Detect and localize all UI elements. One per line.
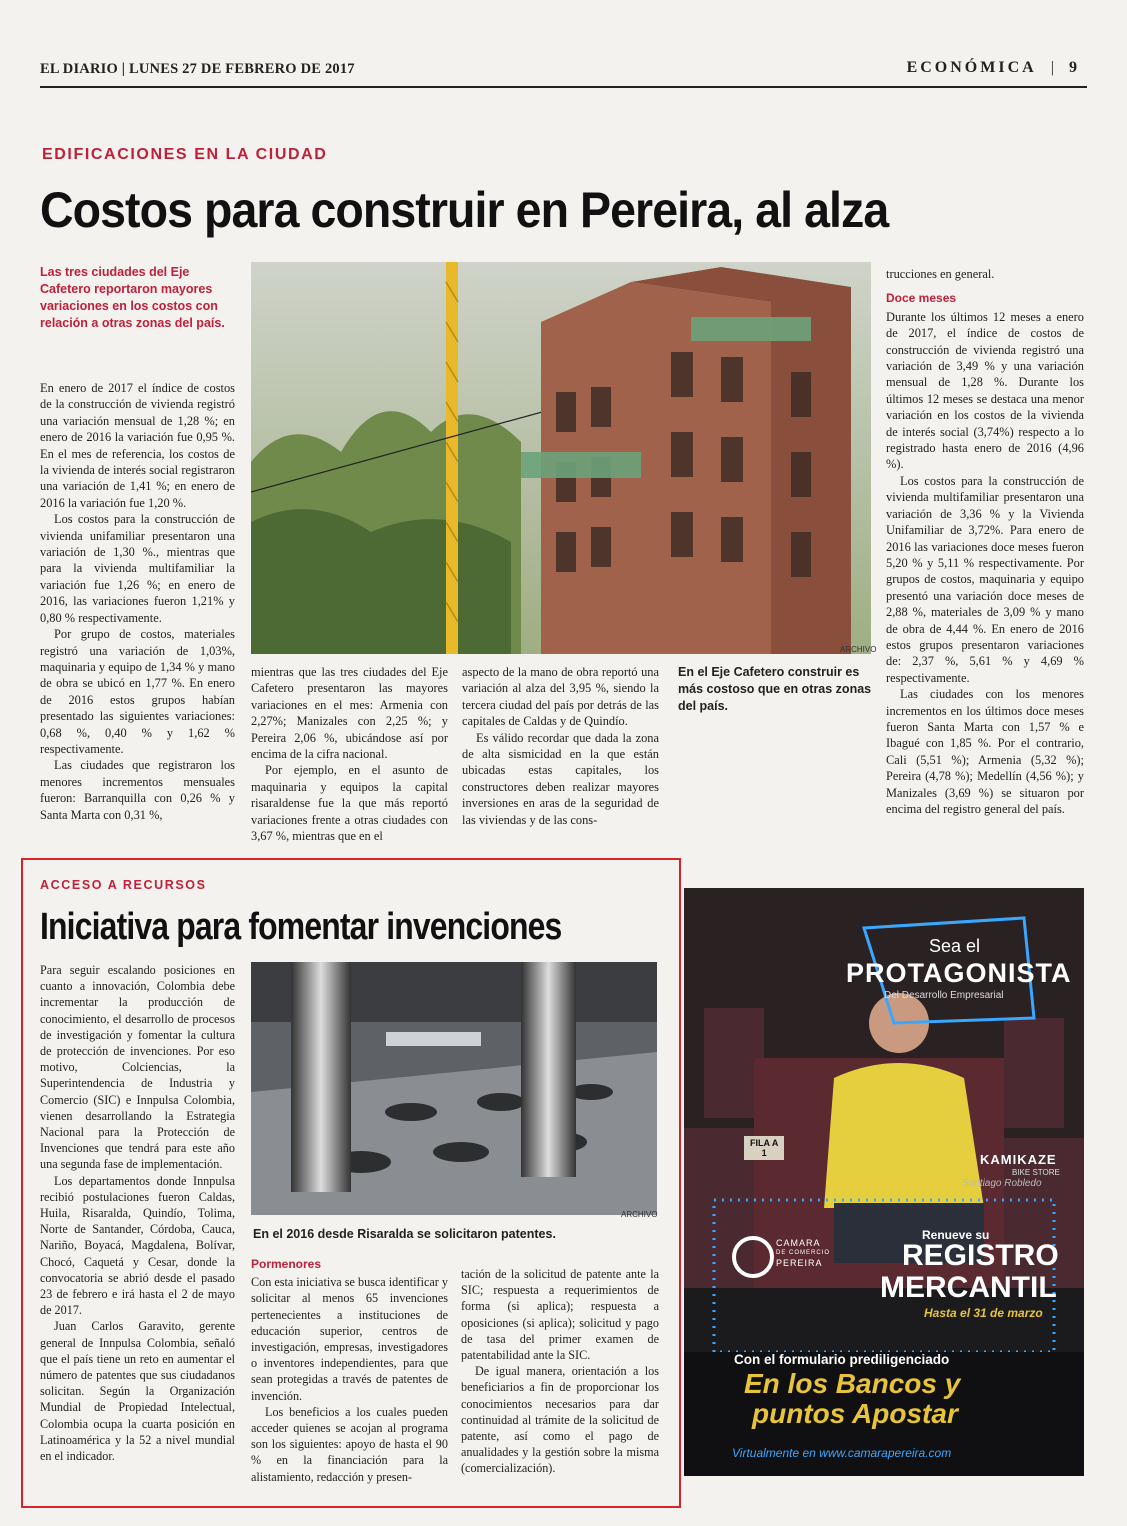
article2-column-1 (40, 962, 235, 1464)
ad-chamber3: PEREIRA (776, 1258, 823, 1268)
machinery-photo (251, 962, 657, 1215)
ad-renew: Renueve su (922, 1228, 990, 1242)
article2-column-2 (251, 1256, 448, 1485)
article1-column-4 (886, 266, 1084, 817)
masthead-rule (40, 86, 1087, 88)
article2-photo-credit: ARCHIVO (621, 1210, 658, 1219)
ad-brand: KAMIKAZE (980, 1152, 1057, 1167)
paragraph: Los costos para la construcción de vivienda multifamiliar presentaron una variación de 3,36 % y la Vivienda Unifamiliar de 3,72%. Para enero de 2016 las variaciones doce meses fueron 5,20 % y 5,11 % respectivamente. Por grupos de costos, maquinaria y equipo presentó una variación doce meses de 2,88 %, materiales de 3,09 % y mano de obra de 4,44 %. En enero de 2016 estos grupos presentaron variaciones de: 2,37 %, 5,61 % y 4,69 % respectivamente. (886, 473, 1084, 685)
ad-line3: Del Desarrollo Empresarial (884, 990, 1004, 1001)
section-separator: | (1050, 59, 1054, 76)
advertisement[interactable] (684, 888, 1084, 1476)
article2-caption: En el 2016 desde Risaralda se solicitaron patentes. (253, 1227, 556, 1241)
masthead-separator: | (121, 61, 129, 77)
paragraph: trucciones en general. (886, 267, 995, 281)
ad-seat-tag (744, 1136, 784, 1160)
page-number: 9 (1069, 59, 1077, 76)
ad-brand-sub: BIKE STORE (1012, 1168, 1060, 1177)
article1-caption: En el Eje Cafetero construir es más costoso que en otras zonas del país. (678, 665, 872, 713)
ad-reg2: MERCANTIL (880, 1271, 1057, 1304)
ad-deadline: Hasta el 31 de marzo (924, 1306, 1043, 1320)
paragraph: Para seguir escalando posiciones en cuanto a innovación, Colombia debe incrementar la producción de conocimiento, el desarrollo de procesos de investigación y fomentar la cultura de protección de invenciones. Por eso motivo, Colciencias, la Superintendencia de Industria y Comercio (SIC) e Innpulsa Colombia, vienen desarrollando la Estrategia Nacional para la Protección de Invenciones que tendrá para este año una segunda fase de implementación. (40, 963, 235, 1172)
paragraph: Las ciudades que registraron los menores incrementos mensuales fueron: Barranquilla con 0,26 % y Santa Marta con 0,31 %, (40, 758, 235, 822)
article1-column-3 (462, 664, 659, 828)
section-name: ECONÓMICA (906, 59, 1036, 76)
article1-headline: Costos para construir en Pereira, al alza (40, 182, 889, 238)
masthead-paper-date (40, 61, 355, 78)
paragraph: Los departamentos donde Innpulsa recibió postulaciones fueron Caldas, Huila, Risaralda, Quindío, Tolima, Norte de Santander, Córdoba, Cauca, Nariño, Boyacá, Magdalena, Bolívar, Chocó, Caquetá y Cesar, donde la convocatoria se abrió desde el pasado 23 de febrero e irá hasta el 2 de mayo de 2017. (40, 1173, 235, 1318)
paragraph: Durante los últimos 12 meses a enero de 2017, el índice de costos de construcción de vivienda registró una variación de 3,49 % y una variación mensual de 1,28 %. Durante los últimos 12 meses se destaca una menor variación en los costos de la vivienda de interés social (3,74%) respecto a lo registrado hasta enero de 2016 (4,96 %). (886, 309, 1084, 472)
masthead-paper: EL DIARIO (40, 61, 118, 77)
ad-seat-num: 1 (761, 1148, 767, 1158)
paragraph: En enero de 2017 el índice de costos de la construcción de vivienda registró una variación mensual de 1,28 %; en enero de 2016 la variación fue 0,95 %. En el mes de referencia, los costos de la vivienda de interés social registraron una variación de 1,41 %; en enero de 2016 la variación fue 1,20 %. (40, 381, 235, 510)
paragraph: tación de la solicitud de patente ante la SIC; respuesta a requerimientos de forma (si aplica); respuesta a oposiciones (si aplica); solicitud y pago de tasa del primer examen de patentabilidad ante la SIC. (461, 1267, 659, 1363)
paragraph: mientras que las tres ciudades del Eje Cafetero presentaron las mayores variaciones en el mes: Armenia con 2,27%; Manizales con 2,25 %; y Pereira 2,06 %, ubicándose así por encima de la cifra nacional. (251, 665, 448, 762)
ad-seat: FILA A (750, 1138, 779, 1148)
construction-photo (251, 262, 871, 654)
machinery-illustration (251, 962, 657, 1215)
masthead-date: LUNES 27 DE FEBRERO DE 2017 (129, 61, 355, 77)
paragraph: Por ejemplo, en el asunto de maquinaria y equipos la capital risaraldense fue la que más reportó variaciones frente a otras ciudades con 3,67 %, mientras que en el (251, 763, 448, 844)
article1-subhead: Doce meses (886, 291, 957, 306)
article2-headline: Iniciativa para fomentar invenciones (40, 906, 562, 948)
article2-column-3 (461, 1266, 659, 1477)
article1-lede: Las tres ciudades del Eje Cafetero reportaron mayores variaciones en los costos con relación a otras zonas del país. (40, 265, 225, 330)
ad-web[interactable]: Virtualmente en www.camarapereira.com (732, 1446, 952, 1460)
paragraph: De igual manera, orientación a los beneficiarios a fin de proporcionar los conocimientos necesarios para dar continuidad al trámite de la solicitud de patente, así como el pago de anualidades y la gestión sobre la misma (comercialización). (461, 1364, 659, 1476)
ad-chamber1: CAMARA (776, 1238, 821, 1248)
article1-column-1 (40, 380, 235, 823)
construction-illustration (251, 262, 871, 654)
article1-kicker: EDIFICACIONES EN LA CIUDAD (42, 146, 328, 163)
article2-kicker: ACCESO A RECURSOS (40, 878, 207, 892)
ad-reg1: REGISTRO (902, 1239, 1059, 1272)
ad-line1: Sea el (929, 936, 981, 956)
ad-banks2: puntos Apostar (752, 1398, 958, 1429)
paragraph: Las ciudades con los menores incrementos en los últimos doce meses fueron Santa Marta con 1,57 % e Ibagué con 1,85 %. Por el contrario, Cali (5,51 %); Armenia (5,32 %); Pereira (4,78 %); Medellín (4,56 %); y Manizales (3,69 %) se situaron por encima del registro general del país. (886, 687, 1084, 816)
paragraph: Los costos para la construcción de vivienda unifamiliar presentaron una variación de 1,30 %., mientras que para la vivienda multifamiliar la variación fue 1,26 %; en enero de 2016, las variaciones fueron 1,21% y 0,80 % respectivamente. (40, 512, 235, 625)
article1-column-2 (251, 664, 448, 844)
paragraph: Los beneficios a los cuales pueden acceder quienes se acojan al programa son los siguientes: apoyo de hasta el 90 % en la financiación para la alistamiento, redacción y presen- (251, 1404, 448, 1484)
chamber-logo-icon (732, 1236, 774, 1278)
ad-form: Con el formulario prediligenciado (734, 1352, 950, 1367)
article2-subhead: Pormenores (251, 1257, 322, 1271)
paragraph: aspecto de la mano de obra reportó una variación al alza del 3,95 %, siendo la tercera ciudad del país por detrás de las capitales de Caldas y de Quindío. (462, 665, 659, 729)
paragraph: Por grupo de costos, materiales registró una variación de 1,03%, maquinaria y equipo de 1,34 % y mano de obra se ubicó en 1,77 %. En enero de 2016 estos grupos habían presentado las siguientes variaciones: 0,68 %, 0,40 % y 1,62 % respectivamente. (40, 627, 235, 756)
ad-chamber2: DE COMERCIO (776, 1250, 831, 1256)
article1-photo-credit: ARCHIVO (840, 645, 877, 654)
paragraph: Con esta iniciativa se busca identificar y solicitar al menos 65 invenciones pertenecientes a instituciones de educación superior, centros de investigación, empresas, investigadores o inventores independientes, para que sean protegidas a través de patentes de invención. (251, 1275, 448, 1403)
ad-person: Santiago Robledo (962, 1178, 1042, 1189)
ad-banks1: En los Bancos y (744, 1368, 961, 1399)
paragraph: Juan Carlos Garavito, gerente general de Innpulsa Colombia, señaló que el país tiene un reto en aumentar el número de patentes que sus ciudadanos solicitan. Según la Organización Mundial de Propiedad Intelectual, Colombia ocupa la cuarta posición en Latinoamérica y la 52 a nivel mundial en el indicador. (40, 1319, 235, 1464)
ad-chamber (776, 1238, 830, 1268)
paragraph: Es válido recordar que dada la zona de alta sismicidad en la que están ubicadas estas capitales, los constructores deben realizar mayores inversiones en aras de la seguridad de las viviendas y de las cons- (462, 730, 659, 827)
ad-line2: PROTAGONISTA (846, 958, 1072, 988)
masthead-section (907, 59, 1077, 77)
